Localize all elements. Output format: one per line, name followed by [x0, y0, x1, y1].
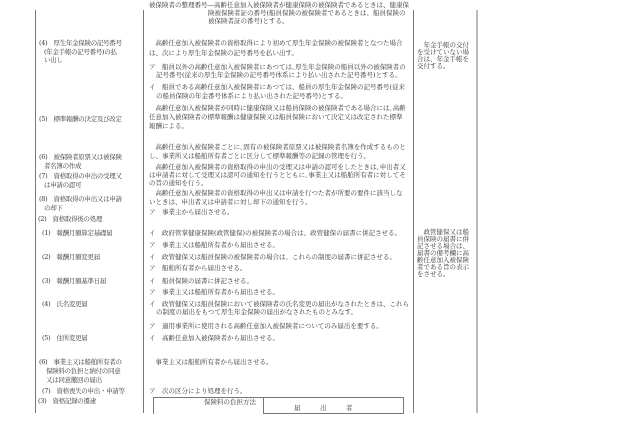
label-4: (年金手帳の記号番号)の払 — [44, 48, 117, 56]
label-4: い出し — [44, 56, 63, 64]
note-text: 者である旨の表示 — [417, 263, 469, 271]
note-text: を受けていない場 — [417, 48, 469, 56]
content-text: は、次により厚生年金保険の記号番号を払い出す。 — [149, 49, 298, 57]
content-text: ア 事業主又は船舶所有者から届出させる。 — [149, 241, 279, 249]
table-divider — [263, 413, 403, 414]
content-text: は申請者に対して受理又は認可の通知を行うとともに､事業主又は船舶所有者に対してそ — [149, 171, 406, 179]
content-text: イ 船員である高齢任意加入被保険者にあつては、船員の厚生年金保険の記号番号(従来 — [149, 83, 406, 91]
label-2-6: 保険料の負担と納付の同意 — [46, 367, 121, 375]
label-2-6: 又は同意撤回の届出 — [46, 376, 102, 384]
label-6: (6) 被保険者原票又は被保険 — [39, 153, 122, 161]
label-2-7: (7) 資格喪失の申出・申請等 — [42, 387, 125, 395]
label-2-6: (6) 事業主又は船舶所有者の — [39, 358, 122, 366]
content-text: ア 事業主から届出させる。 — [149, 208, 234, 216]
content-text: 高齢任意加入被保険者の資格取得の申出の受理又は申請の認可をしたときは､申出者又 — [149, 163, 406, 171]
column-divider-notes — [413, 10, 414, 413]
note-text: をさせる。 — [417, 270, 450, 278]
content-text: 報酬による。 — [149, 122, 188, 130]
content-text: 記号番号(従来の厚生年金保険の記号番号体系により払い出された記号番号)とする。 — [156, 71, 402, 79]
premium-burden-table — [153, 397, 404, 414]
label-4: (4) 厚生年金保険の記号番号 — [39, 39, 122, 47]
content-text: イ 高齢任意加入被保険者から届出させる。 — [149, 334, 279, 342]
content-text: 任意加入被保険者の標準報酬は健康保険又は船員保険において決定又は改定された標準 — [149, 113, 403, 121]
premium-burden-method-header: 保険料の負担方法 — [204, 398, 256, 406]
content-text: 険被保険者証の番号(船員保険の被保険者であるときは、船員保険の — [208, 9, 406, 17]
content-text: の旨の通知を行う。 — [149, 179, 208, 187]
content-text: イ 政管健保又は船員保険において被保険者の氏名変更の届出がなされたときは、これら — [149, 300, 409, 308]
note-text: 齢任意加入被保険 — [417, 256, 469, 264]
content-text: 被保険者証の番号)とする。 — [208, 17, 289, 25]
content-text: ア 次の区分により処理を行う。 — [149, 387, 247, 395]
table-border-right — [476, 10, 478, 413]
note-text: 合は、年金手帳を — [417, 55, 469, 63]
content-text: 高齢任意加入被保険者が同時に健康保険又は船員保険の被保険者である場合には､高齢 — [149, 104, 406, 112]
content-text: イ 船員保険の届書に併記させる。 — [149, 277, 253, 285]
note-text: 記させる場合は、 — [417, 242, 469, 250]
label-7: は申請の認可 — [44, 181, 82, 189]
label-8: の却下 — [44, 204, 63, 212]
note-text: 員保険の届書に併 — [417, 235, 469, 243]
content-text: イ 政府管掌健康保険(政管健保)の被保険者の場合は、政管健保の届書に併記させる。 — [149, 229, 402, 237]
note-text: 交付する。 — [417, 62, 450, 70]
label-7: (7) 資格取得の申出の受理又 — [39, 172, 122, 180]
table-divider — [263, 398, 264, 414]
label-2-1: (1) 報酬月額算定基礎届 — [42, 229, 113, 237]
content-text: いときは、申出者又は申請者に対し却下の通知を行う。 — [149, 198, 312, 206]
content-text: ア 船舶所有者から届出させる。 — [149, 264, 247, 272]
content-text: ア 適用事業所に使用される高齢任意加入被保険者についてのみ届出を要する。 — [149, 322, 383, 330]
content-text: イ 政管健保又は船員保険の被保険者の場合は、これらの制度の届書に併記させる。 — [149, 253, 396, 261]
note-text: 年金手帳の交付 — [417, 41, 469, 49]
content-text: 高齢任意加入被保険者の資格取得により初めて厚生年金保険の被保険者となつた場合 — [149, 39, 403, 47]
note-text: 政管健保又は船 — [417, 228, 469, 236]
content-text: 高齢任意加入被保険者の資格取得の申出又は申請を行つた者が所要の要件に該当しな — [149, 189, 403, 197]
section-3-heading: (3) 資格記録の遷逮 — [38, 397, 96, 405]
column-divider-label — [143, 10, 144, 413]
content-text: 事業主又は船舶所有者から届出させる。 — [149, 358, 273, 366]
label-2-4: (4) 氏名変更届 — [42, 300, 88, 308]
label-2-2: (2) 報酬月額変更届 — [42, 253, 100, 261]
label-6: 者名簿の作成 — [44, 162, 82, 170]
content-text: の船員保険の年金番号体系により払い出された記号番号)とする。 — [156, 92, 348, 100]
content-text: 被保険者の整理番号―高齢任意加入被保険者が健康保険の被保険者であるときは、健康保 — [149, 1, 409, 9]
table-border-left — [35, 10, 36, 413]
content-text: 高齢任意加入被保険者ごとに､固有の被保険者原票又は被保険者名簿を作成するものと — [149, 143, 406, 151]
notifier-header: 届 出 者 — [294, 404, 353, 412]
content-text: ア 船員以外の高齢任意加入被保険者にあつては､厚生年金保険の船員以外の被保険者の — [149, 63, 406, 71]
label-2-5: (5) 住所変更届 — [42, 334, 88, 342]
label-5: (5) 標準報酬の決定及び改定 — [39, 115, 122, 123]
content-text: ア 事業主又は船舶所有者から届出させる。 — [149, 288, 279, 296]
label-8: (8) 資格取得の申出又は申請 — [39, 195, 122, 203]
note-text: 届書の備考欄に高 — [417, 249, 469, 257]
label-2-3: (3) 報酬月額基準日届 — [42, 277, 107, 285]
content-text: の制度の届出をもつて厚生年金保険の届出がなされたものとみなす。 — [156, 308, 357, 316]
content-text: し、事業所又は船舶所有者ごとに区分して標準報酬等の記録の管理を行う。 — [149, 152, 370, 160]
section-2-heading: (2) 資格取得後の処理 — [38, 215, 103, 223]
